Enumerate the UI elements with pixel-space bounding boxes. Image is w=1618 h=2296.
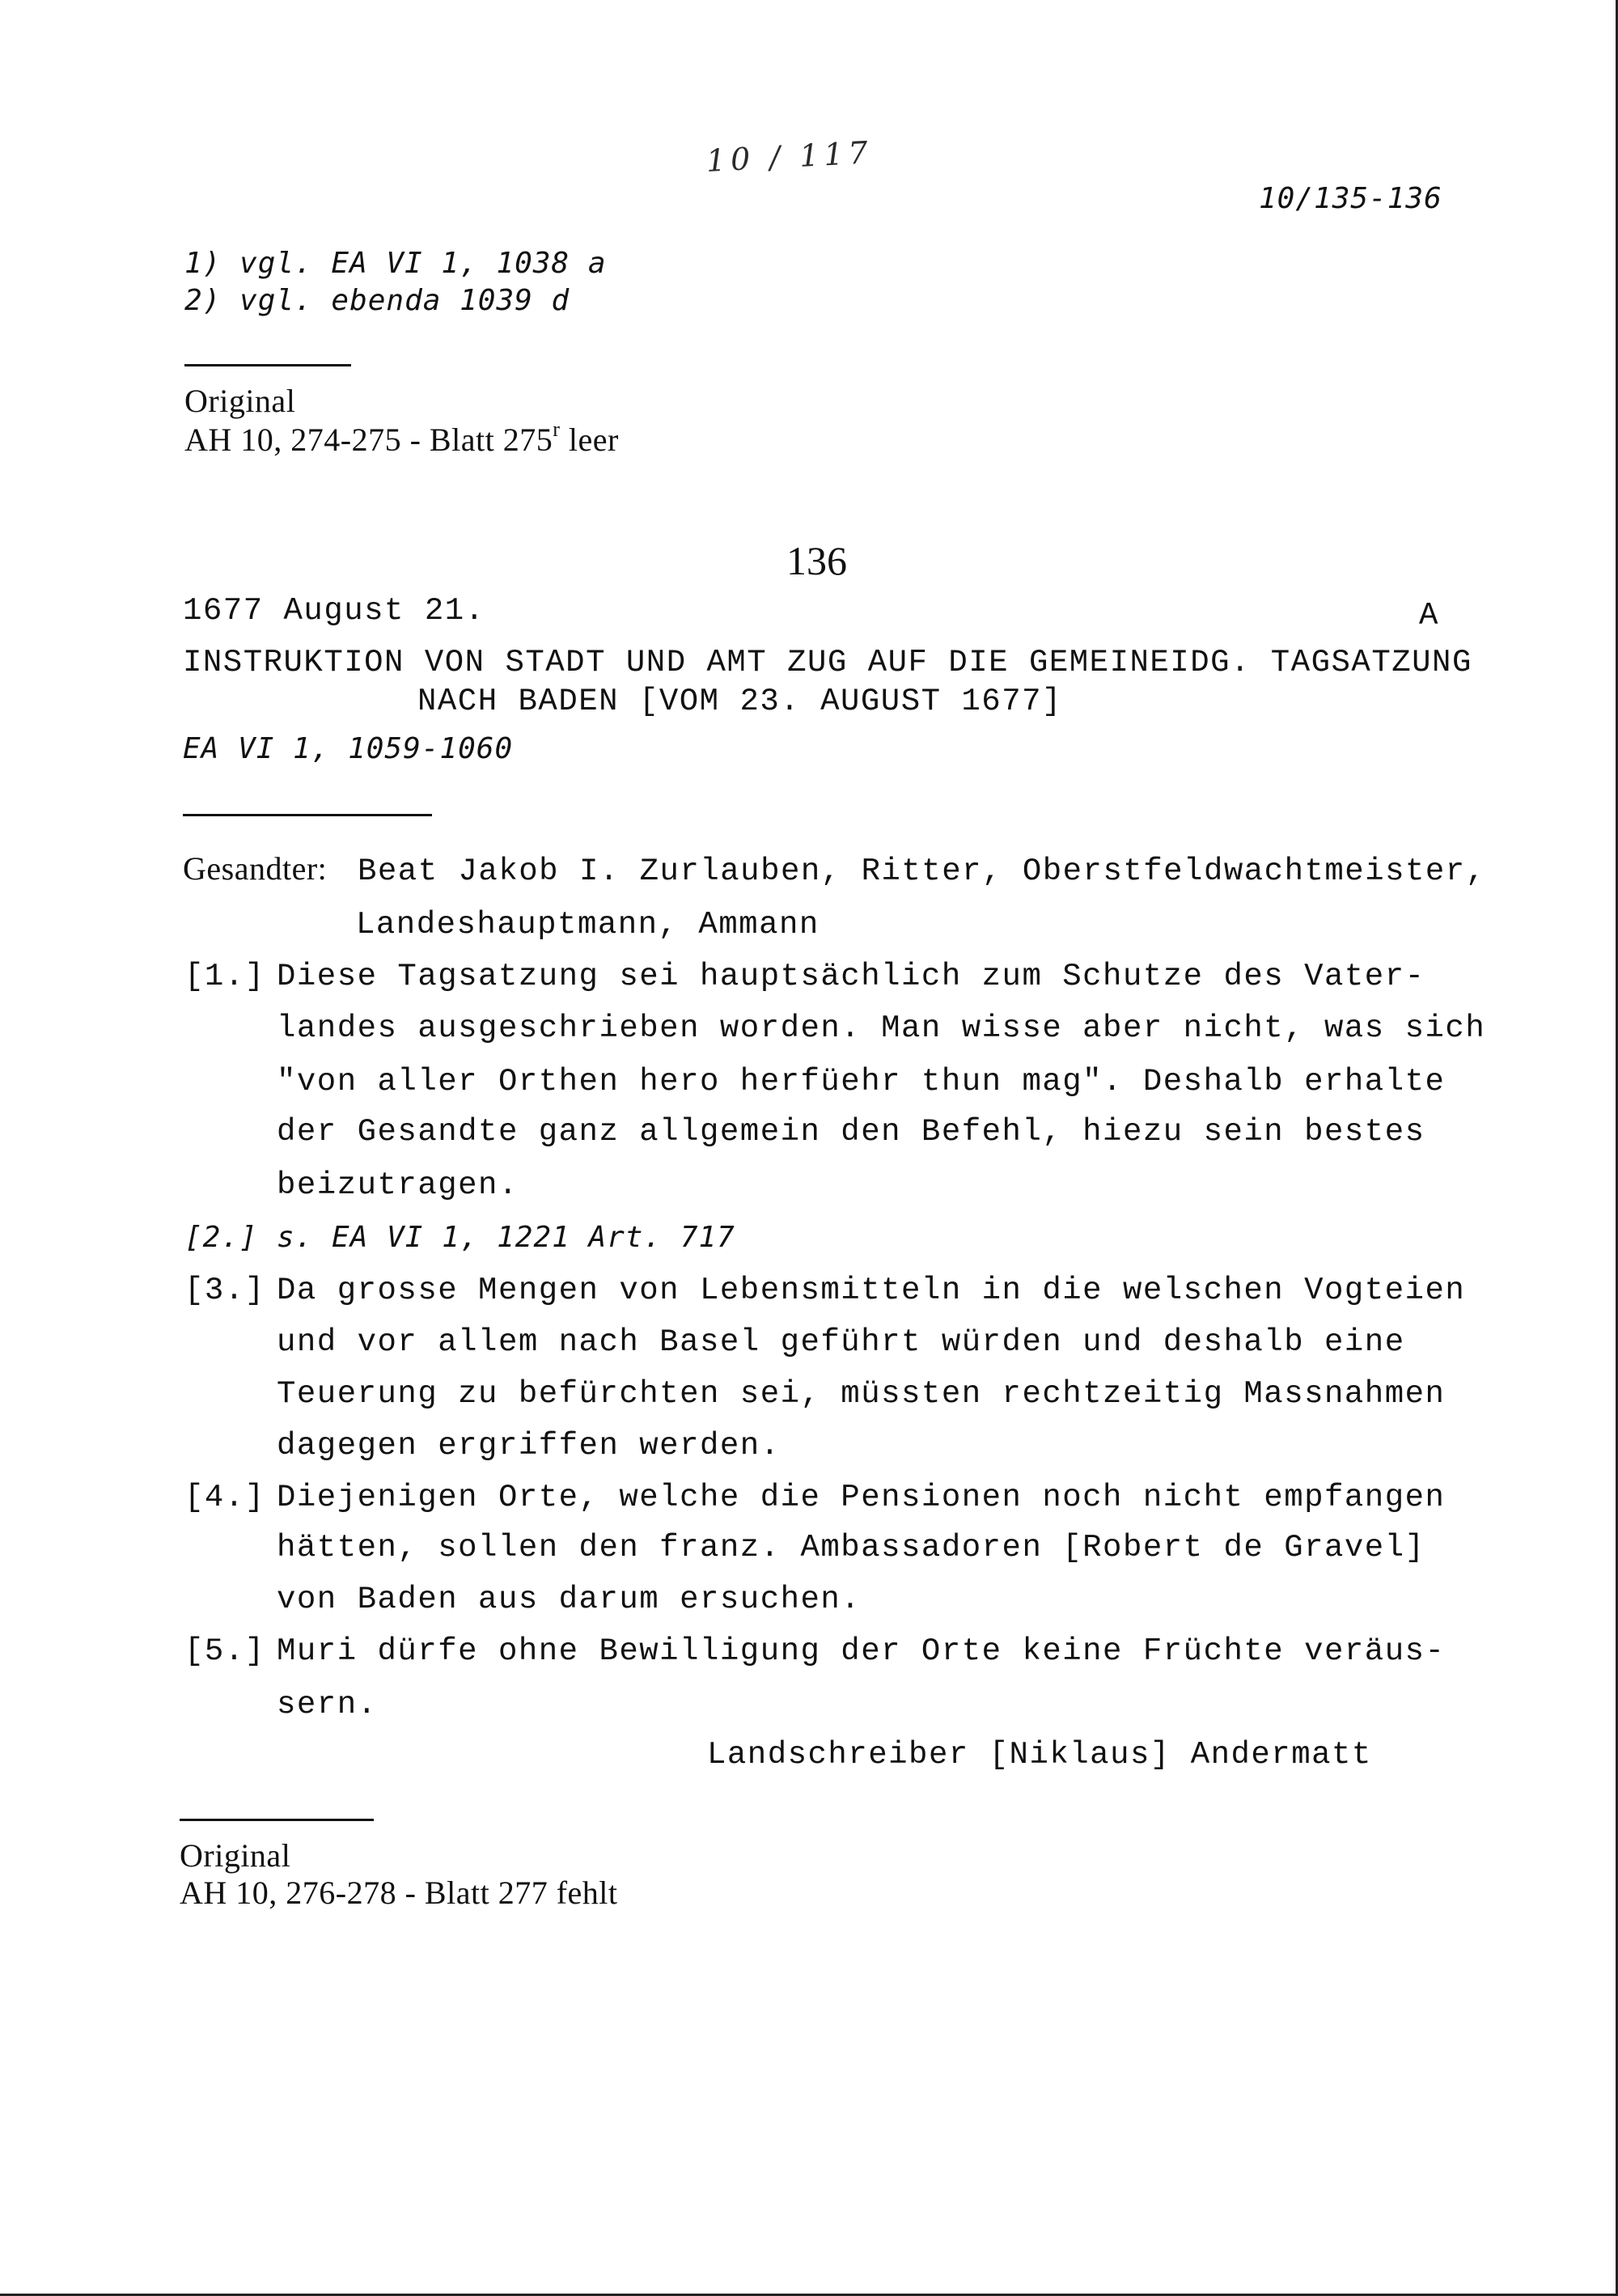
prev-source-ref-sup: r [553,417,561,441]
article-line: hätten, sollen den franz. Ambassadoren [Robert de Gravel] [277,1530,1425,1565]
bottom-source-label: Original [180,1837,291,1874]
document-number: 136 [786,538,847,583]
article-line: s. EA VI 1, 1221 Art. 717 [277,1221,735,1254]
article-line: "von aller Orthen hero herfüehr thun mag". Deshalb erhalte [277,1064,1446,1099]
prev-source-ref-main: AH 10, 274-275 - Blatt 275 [184,421,553,458]
article-number: [3.] [184,1273,265,1308]
document-title-line-2: NACH BADEN [VOM 23. AUGUST 1677] [417,684,1062,719]
signature: Landschreiber [Niklaus] Andermatt [707,1737,1372,1773]
article-line: Diejenigen Orte, welche die Pensionen noch nicht empfangen [277,1480,1446,1515]
footnote-divider [184,364,351,366]
handwritten-folio-mark: 10 / 117 [705,134,874,179]
article-number: [1.] [184,959,265,994]
variant-letter: A [1419,598,1439,633]
prev-source-label: Original [184,383,296,419]
envoy-label: Gesandter: [183,850,328,887]
article-line: sern. [277,1687,378,1722]
article-line: Muri dürfe ohne Bewilligung der Orte keine Früchte veräus- [277,1633,1446,1669]
article-line: von Baden aus darum ersuchen. [277,1582,862,1617]
article-line: landes ausgeschrieben worden. Man wisse aber nicht, was sich [277,1010,1486,1046]
article-line: und vor allem nach Basel geführt würden und deshalb eine [277,1324,1405,1360]
article-line: Teuerung zu befürchten sei, müssten rechtzeitig Massnahmen [277,1376,1446,1412]
header-divider [183,814,432,816]
bottom-divider [180,1819,374,1821]
article-number: [5.] [184,1633,265,1669]
prev-source-ref-end: leer [560,421,619,458]
footnote-2: 2) vgl. ebenda 1039 d [184,284,570,317]
article-line: beizutragen. [277,1167,519,1203]
page-reference: 10/135-136 [1259,182,1442,215]
prev-source-ref [184,417,619,458]
article-line: Da grosse Mengen von Lebensmitteln in die welschen Vogteien [277,1273,1466,1308]
envoy-line-1: Beat Jakob I. Zurlauben, Ritter, Oberstfeldwachtmeister, [358,854,1486,889]
edition-reference: EA VI 1, 1059-1060 [183,732,514,765]
footnote-1: 1) vgl. EA VI 1, 1038 a [184,247,607,280]
bottom-source-ref: AH 10, 276-278 - Blatt 277 fehlt [180,1875,618,1911]
article-number: [4.] [184,1480,265,1515]
envoy-line-2: Landeshauptmann, Ammann [356,907,820,943]
article-line: dagegen ergriffen werden. [277,1428,781,1464]
article-number: [2.] [184,1221,258,1254]
document-title-line-1: INSTRUKTION VON STADT UND AMT ZUG AUF DIE GEMEINEIDG. TAGSATZUNG [183,645,1472,680]
article-line: Diese Tagsatzung sei hauptsächlich zum Schutze des Vater- [277,959,1425,994]
article-line: der Gesandte ganz allgemein den Befehl, hiezu sein bestes [277,1114,1425,1150]
document-date: 1677 August 21. [183,593,485,629]
